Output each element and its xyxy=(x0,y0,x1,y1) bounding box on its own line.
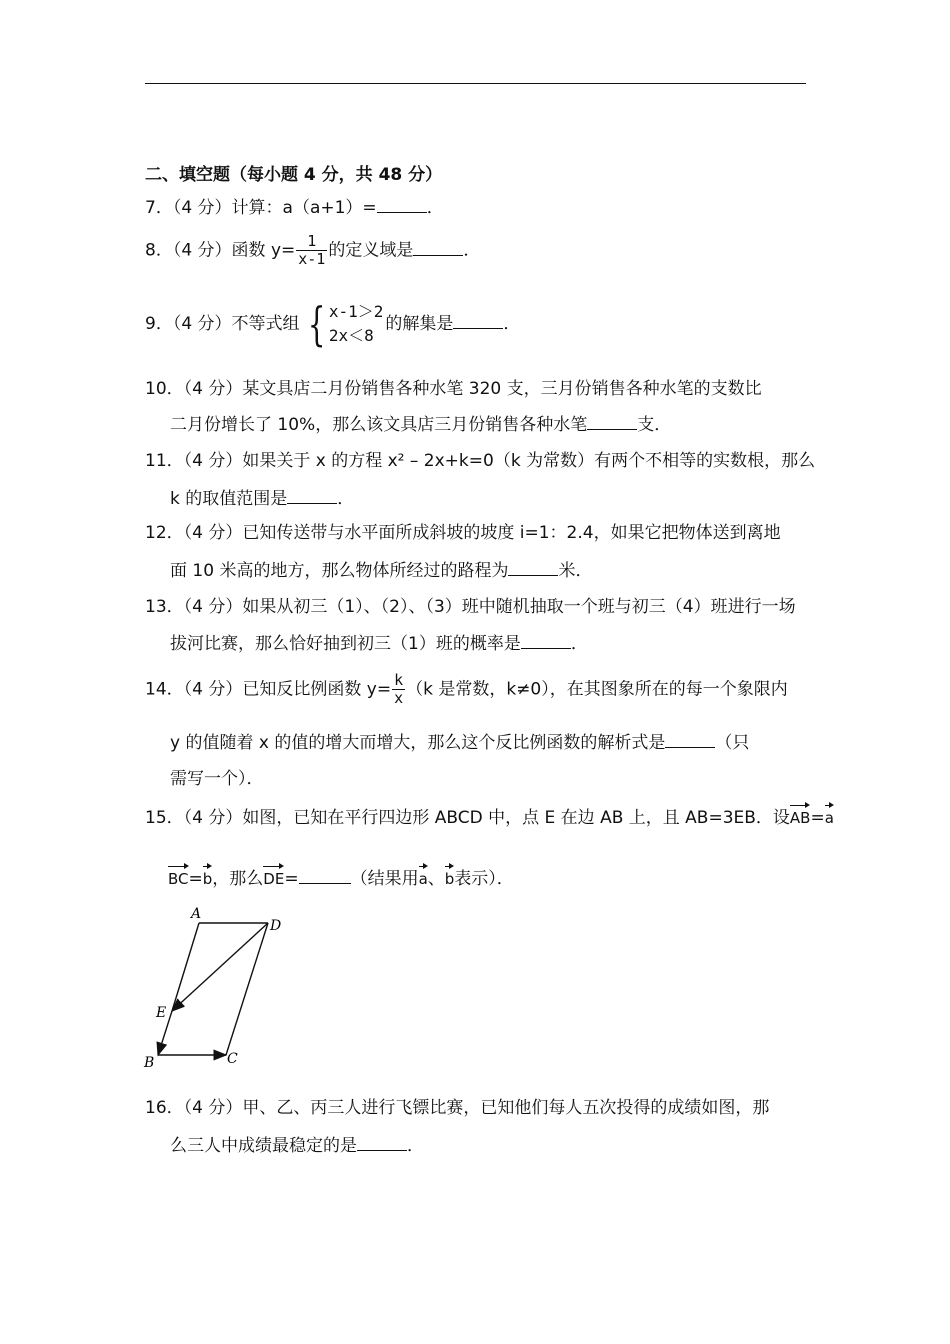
vector-b: b xyxy=(445,862,455,890)
question-16-line-1: 16．（4 分）甲、乙、丙三人进行飞镖比赛，已知他们每人五次投得的成绩如图，那 xyxy=(145,1098,770,1118)
answer-blank xyxy=(453,312,503,329)
question-12-line-1: 12．（4 分）已知传送带与水平面所成斜坡的坡度 i=1：2.4，如果它把物体送到离地 xyxy=(145,523,781,543)
vector-bc: BC xyxy=(168,862,189,890)
answer-blank xyxy=(665,731,715,748)
answer-blank xyxy=(587,413,637,430)
header-rule xyxy=(145,83,806,84)
inequality-system: { x-1＞2 2x＜8 xyxy=(307,297,384,351)
question-14-line-1: 14．（4 分）已知反比例函数 y= $\frac{k}{x}$ （k 是常数，k≠0），在其图象所在的每一个象限内 xyxy=(145,671,788,707)
vector-a: a xyxy=(419,862,428,890)
question-14-line-2: y 的值随着 x 的值的增大而增大，那么这个反比例函数的解析式是 （只 xyxy=(170,733,750,753)
question-15-line-1: 15．（4 分）如图，已知在平行四边形 ABCD 中，点 E 在边 AB 上，且 AB=3EB．设AB=a xyxy=(145,801,834,829)
answer-blank xyxy=(357,1134,407,1151)
answer-blank xyxy=(299,867,351,884)
section-title: 二、填空题（每小题 4 分，共 48 分） xyxy=(145,165,443,185)
question-7: 7．（4 分）计算：a（a+1）= ． xyxy=(145,198,444,218)
label-b: B xyxy=(144,1055,155,1071)
question-13-line-1: 13．（4 分）如果从初三（1）、（2）、（3）班中随机抽取一个班与初三（4）班进行一场 xyxy=(145,597,796,617)
answer-blank xyxy=(377,196,427,213)
answer-blank xyxy=(508,559,558,576)
parallelogram-figure xyxy=(136,905,296,1075)
label-a: A xyxy=(191,906,202,922)
label-c: C xyxy=(227,1051,238,1067)
label-e: E xyxy=(156,1005,167,1021)
answer-blank xyxy=(287,487,337,504)
question-13-line-2: 拔河比赛，那么恰好抽到初三（1）班的概率是 ． xyxy=(170,634,588,654)
question-9: 9．（4 分）不等式组 { x-1＞2 2x＜8 的解集是 ． xyxy=(145,297,521,351)
question-8: 8．（4 分）函数 y= $\frac{1}{x-1}$ 的定义域是 ． xyxy=(145,232,481,268)
question-11-line-2: k 的取值范围是 ． xyxy=(170,489,355,509)
label-d: D xyxy=(270,918,282,934)
question-16-line-2: 么三人中成绩最稳定的是 ． xyxy=(170,1136,424,1156)
question-15-line-2: BC=b，那么DE= （结果用a、b表示）． xyxy=(168,862,514,890)
answer-blank xyxy=(521,632,571,649)
answer-blank xyxy=(413,239,463,256)
left-brace: { xyxy=(307,297,325,351)
vector-a: a xyxy=(825,801,834,829)
question-14-line-3: 需写一个）． xyxy=(170,769,264,789)
question-10-line-2: 二月份增长了 10%，那么该文具店三月份销售各种水笔 支． xyxy=(170,415,672,435)
fraction: $\frac{k}{x}$ xyxy=(394,671,404,707)
vector-b: b xyxy=(203,862,213,890)
vector-ab: AB xyxy=(790,801,811,829)
question-12-line-2: 面 10 米高的地方，那么物体所经过的路程为 米． xyxy=(170,561,593,581)
fraction: $\frac{1}{x-1}$ xyxy=(298,232,326,268)
vector-de: DE xyxy=(263,862,284,890)
question-10-line-1: 10．（4 分）某文具店二月份销售各种水笔 320 支，三月份销售各种水笔的支数比 xyxy=(145,379,762,399)
question-11-line-1: 11．（4 分）如果关于 x 的方程 x² – 2x+k=0（k 为常数）有两个不相等的实数根，那么 xyxy=(145,451,816,471)
